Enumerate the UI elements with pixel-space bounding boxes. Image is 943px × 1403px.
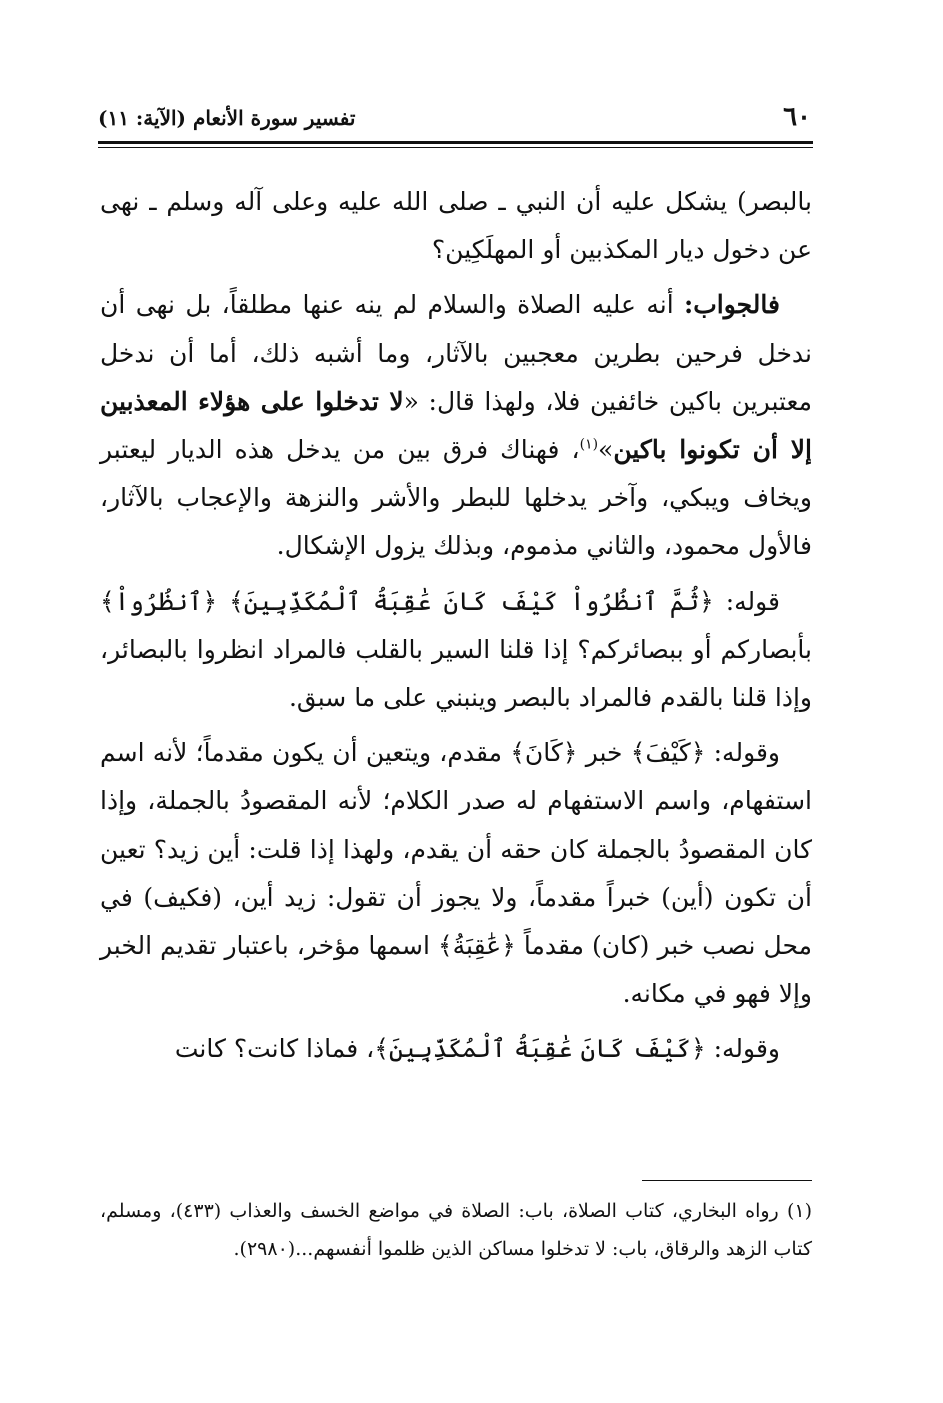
- footnote-text: (١) رواه البخاري، كتاب الصلاة، باب: الصلاة في مواضع الخسف والعذاب (٤٣٣)، ومسلم، كتاب الزهد والرقاق، باب: لا تدخلوا مساكن الذين ظلموا أنفسهم...(٢٩٨٠).: [100, 1200, 812, 1260]
- p5-text-b: ، فماذا كانت؟ كانت: [174, 1034, 375, 1064]
- p4-text-b: خبر: [577, 738, 631, 768]
- quran-verse-1: ﴿ثُمَّ ٱنظُرُواْ كَيْفَ كَانَ عَٰقِبَةُ ٱلْمُكَذِّبِينَ﴾: [229, 586, 714, 616]
- answer-text-c: ، فهناك فرق بين من يدخل هذه الديار ليعتبر ويخاف ويبكي، وآخر يدخلها للبطر والأشر والنزهة والإعجاب بالآثار، فالأول محمود، والثاني مذموم، وبذلك يزول الإشكال.: [100, 435, 812, 561]
- answer-text-a: أنه عليه الصلاة والسلام لم ينه عنها مطلقاً، بل نهى أن ندخل فرحين بطرين معجبين بالآثار، وما أشبه ذلك، أما أن ندخل معتبرين باكين خائفين فلا، ولهذا قال: «: [100, 290, 812, 416]
- main-text: [100, 178, 812, 1081]
- paragraph-answer: [100, 281, 812, 570]
- quran-word-aqiba: ﴿عَٰقِبَةُ﴾: [437, 931, 516, 961]
- hadith-quote: لا تدخلوا على هؤلاء المعذبين إلا أن تكونوا باكين: [100, 386, 812, 465]
- footnote-reference: (١): [579, 436, 599, 453]
- header-rule-thin: [98, 147, 813, 148]
- quran-word-kana: ﴿كَانَ﴾: [510, 738, 578, 768]
- quran-verse-3: ﴿كَيْفَ كَانَ عَٰقِبَةُ ٱلْمُكَذِّبِينَ﴾: [374, 1034, 706, 1064]
- p5-text-a: وقوله:: [705, 1034, 780, 1064]
- paragraph-5: [100, 1025, 812, 1073]
- header-rule-thick: [98, 141, 813, 144]
- footnote: [100, 1192, 812, 1268]
- page-header: [98, 100, 811, 140]
- paragraph-1-text: بالبصر) يشكل عليه أن النبي ـ صلى الله عليه وعلى آله وسلم ـ نهى عن دخول ديار المكذبين أو المهلَكِين؟: [100, 187, 812, 265]
- quran-verse-2: ﴿ٱنظُرُواْ﴾: [100, 586, 218, 616]
- paragraph-1: [100, 178, 812, 274]
- p3-text-a: قوله:: [713, 586, 780, 616]
- page-number: ٦٠: [783, 102, 811, 132]
- p4-text-c: مقدم، ويتعين أن يكون مقدماً؛ لأنه اسم استفهام، واسم الاستفهام له صدر الكلام؛ لأنه المقصودُ بالجملة، وإذا كان المقصودُ بالجملة كان حقه أن يقدم، ولهذا إذا قلت: أين زيد؟ تعين أن تكون (أين) خبراً مقدماً، ولا يجوز أن تقول: زيد أين، (فكيف) في محل نصب خبر (كان) مقدماً: [100, 738, 812, 961]
- p4-text-d: اسمها مؤخر، باعتبار تقديم الخبر وإلا فهو في مكانه.: [100, 931, 812, 1009]
- p4-text-a: وقوله:: [705, 738, 781, 768]
- p3-text-b: [217, 587, 229, 616]
- answer-label: فالجواب:: [684, 290, 780, 320]
- answer-text-b: »: [598, 435, 614, 465]
- paragraph-4: [100, 729, 812, 1018]
- quran-word-kayfa: ﴿كَيْفَ﴾: [630, 738, 706, 768]
- running-title: تفسير سورة الأنعام (الآية: ١١): [98, 106, 356, 130]
- paragraph-3: [100, 578, 812, 723]
- footnote-separator: [642, 1180, 812, 1181]
- p3-text-c: بأبصاركم أو ببصائركم؟ إذا قلنا السير بالقلب فالمراد انظروا بالبصائر، وإذا قلنا بالقدم فالمراد بالبصر وينبني على ما سبق.: [100, 634, 812, 713]
